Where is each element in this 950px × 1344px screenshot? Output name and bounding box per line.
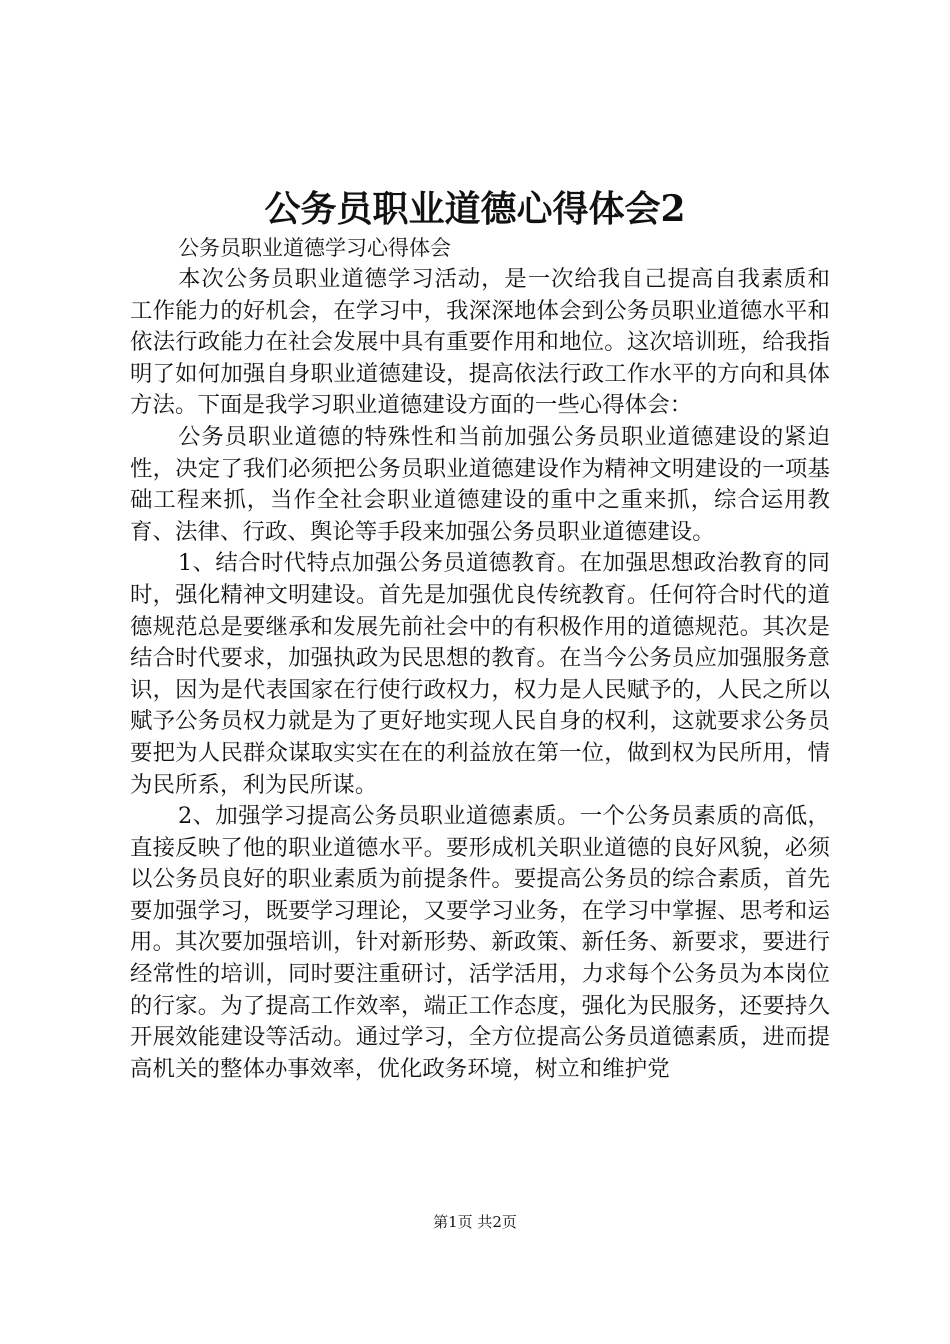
document-title: 公务员职业道德心得体会2 [264,188,686,230]
paragraph-urgency: 公务员职业道德的特殊性和当前加强公务员职业道德建设的紧迫性，决定了我们必须把公务员职业道德建设作为精神文明建设的一项基础工程来抓，当作全社会职业道德建设的重中之重来抓，综合运用教育、法律、行政、舆论等手段来加强公务员职业道德建设。 [130,423,830,545]
document-body [130,232,830,1085]
paragraph-point-2: 2、加强学习提高公务员职业道德素质。一个公务员素质的高低，直接反映了他的职业道德水平。要形成机关职业道德的良好风貌，必须以公务员良好的职业素质为前提条件。要提高公务员的综合素质，首先要加强学习，既要学习理论，又要学习业务，在学习中掌握、思考和运用。其次要加强培训，针对新形势、新政策、新任务、新要求，要进行经常性的培训，同时要注重研讨，活学活用，力求每个公务员为本岗位的行家。为了提高工作效率，端正工作态度，强化为民服务，还要持久开展效能建设等活动。通过学习，全方位提高公务员道德素质，进而提高机关的整体办事效率，优化政务环境，树立和维护党 [130,803,830,1082]
paragraph-intro: 本次公务员职业道德学习活动，是一次给我自己提高自我素质和工作能力的好机会，在学习中，我深深地体会到公务员职业道德水平和依法行政能力在社会发展中具有重要作用和地位。这次培训班，给我指明了如何加强自身职业道德建设，提高依法行政工作水平的方向和具体方法。下面是我学习职业道德建设方面的一些心得体会： [130,266,830,419]
page-number-footer: 第1页 共2页 [433,1213,517,1231]
document-subtitle: 公务员职业道德学习心得体会 [178,236,451,260]
paragraph-point-1: 1、结合时代特点加强公务员道德教育。在加强思想政治教育的同时，强化精神文明建设。首先是加强优良传统教育。任何符合时代的道德规范总是要继承和发展先前社会中的有积极作用的道德规范。其次是结合时代要求，加强执政为民思想的教育。在当今公务员应加强服务意识，因为是代表国家在行使行政权力，权力是人民赋予的，人民之所以赋予公务员权力就是为了更好地实现人民自身的权利，这就要求公务员要把为人民群众谋取实实在在的利益放在第一位，做到权为民所用，情为民所系，利为民所谋。 [130,550,830,798]
